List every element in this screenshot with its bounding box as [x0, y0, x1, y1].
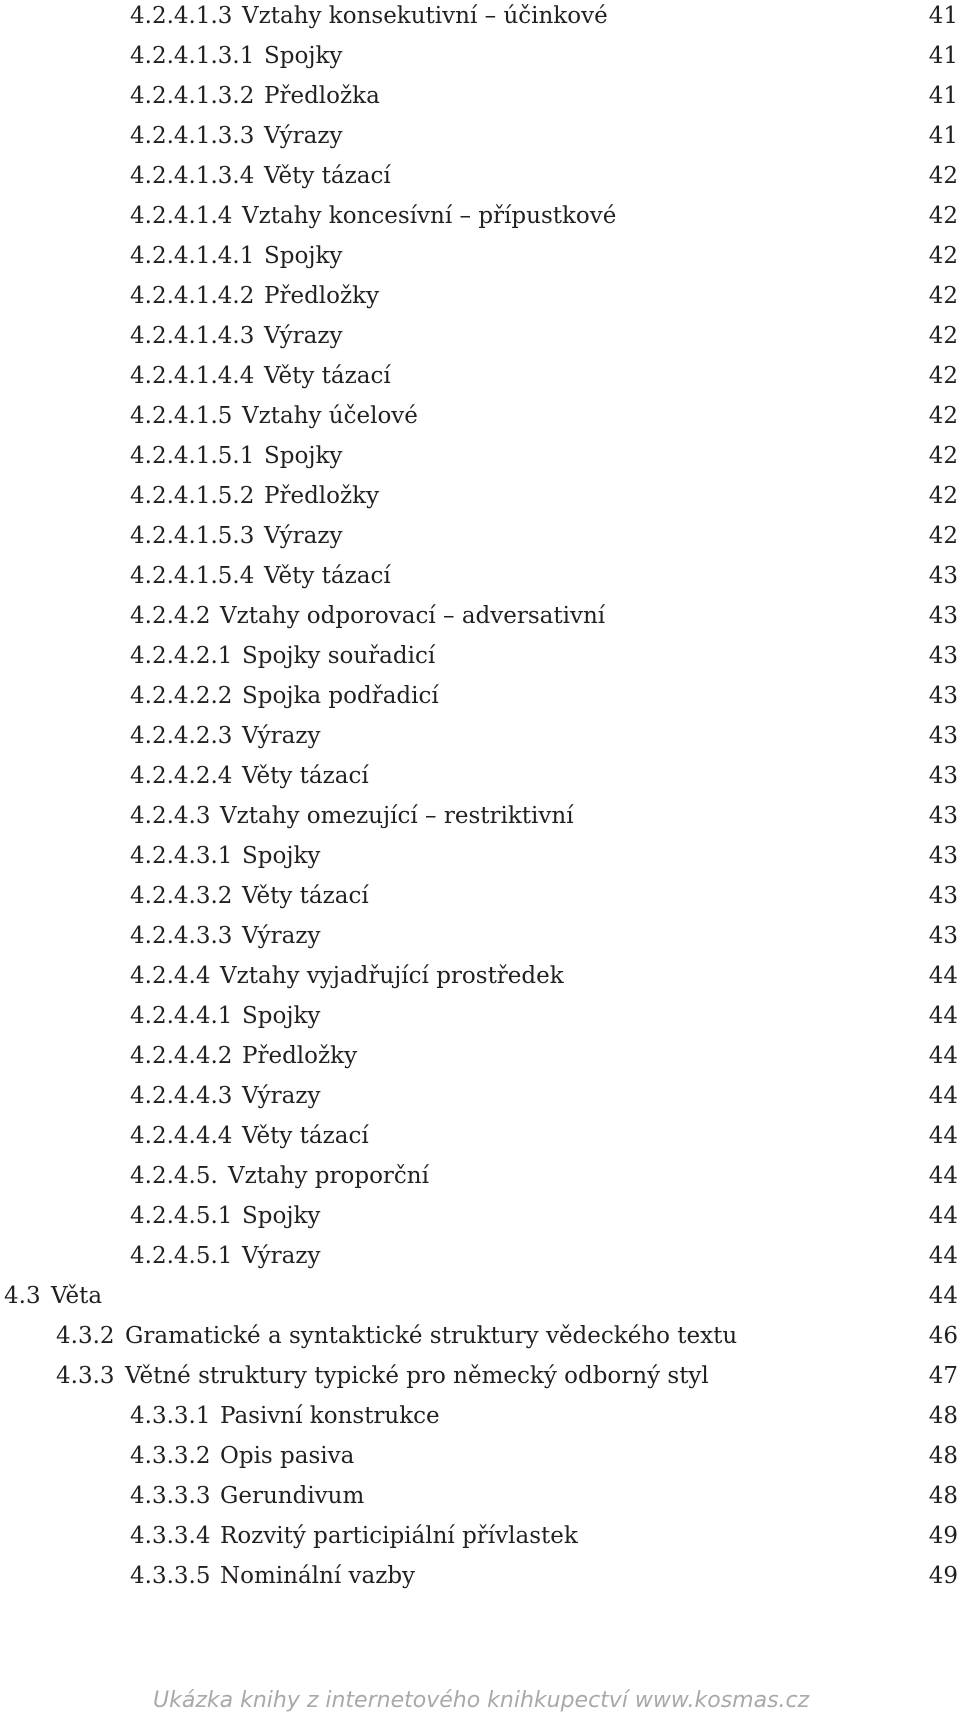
toc-entry-number: 4.2.4.2.2 — [130, 683, 233, 709]
toc-entry-title: Předložka — [264, 83, 380, 109]
toc-entry[interactable] — [0, 600, 960, 640]
toc-entry[interactable] — [0, 1360, 960, 1400]
toc-entry-page-number: 42 — [928, 523, 958, 549]
toc-entry-number: 4.2.4.2 — [130, 603, 211, 629]
toc-entry-title: Předložky — [264, 283, 380, 309]
toc-entry-number: 4.3.3.3 — [130, 1483, 211, 1509]
toc-entry-number: 4.2.4.1.3.1 — [130, 43, 255, 69]
toc-entry-number: 4.2.4.1.5 — [130, 403, 233, 429]
toc-entry-title: Vztahy omezující – restriktivní — [220, 803, 574, 829]
toc-entry-page-number: 43 — [928, 923, 958, 949]
toc-entry[interactable] — [0, 160, 960, 200]
toc-entry-title: Spojky — [242, 1003, 321, 1029]
toc-entry-number: 4.2.4.1.4.1 — [130, 243, 255, 269]
toc-entry[interactable] — [0, 840, 960, 880]
toc-entry-number: 4.2.4.5.1 — [130, 1203, 233, 1229]
toc-entry[interactable] — [0, 920, 960, 960]
toc-entry[interactable] — [0, 1440, 960, 1480]
toc-entry-number: 4.2.4.4.1 — [130, 1003, 233, 1029]
toc-entry-number: 4.2.4.2.3 — [130, 723, 233, 749]
toc-entry-title: Předložky — [242, 1043, 358, 1069]
toc-entry-number: 4.2.4.1.4.3 — [130, 323, 255, 349]
watermark-text: Ukázka knihy z internetového knihkupectví www.kosmas.cz — [153, 1688, 810, 1713]
toc-entry-number: 4.2.4.1.3.2 — [130, 83, 255, 109]
toc-entry-title: Výrazy — [264, 123, 343, 149]
toc-entry-page-number: 41 — [928, 3, 958, 29]
toc-entry-page-number: 43 — [928, 643, 958, 669]
toc-entry-page-number: 42 — [928, 363, 958, 389]
toc-entry-title: Spojky souřadicí — [242, 643, 436, 669]
toc-entry[interactable] — [0, 80, 960, 120]
toc-entry[interactable] — [0, 1480, 960, 1520]
toc-entry-page-number: 44 — [928, 1043, 958, 1069]
toc-entry-number: 4.2.4.3 — [130, 803, 211, 829]
toc-entry[interactable] — [0, 960, 960, 1000]
toc-entry-number: 4.2.4.5.1 — [130, 1243, 233, 1269]
toc-entry[interactable] — [0, 720, 960, 760]
toc-entry[interactable] — [0, 1400, 960, 1440]
toc-entry-title: Věty tázací — [242, 763, 369, 789]
toc-entry-page-number: 47 — [928, 1363, 958, 1389]
toc-entry-page-number: 44 — [928, 1243, 958, 1269]
toc-entry-number: 4.2.4.1.3 — [130, 3, 233, 29]
toc-entry-title: Spojky — [264, 43, 343, 69]
toc-entry-page-number: 44 — [928, 1203, 958, 1229]
toc-entry-number: 4.2.4.1.4.4 — [130, 363, 255, 389]
toc-entry[interactable] — [0, 280, 960, 320]
toc-entry-title: Vztahy vyjadřující prostředek — [220, 963, 564, 989]
toc-entry[interactable] — [0, 1520, 960, 1560]
toc-entry-page-number: 43 — [928, 843, 958, 869]
toc-entry-page-number: 48 — [928, 1403, 958, 1429]
toc-entry-page-number: 42 — [928, 243, 958, 269]
toc-entry-title: Opis pasiva — [220, 1443, 355, 1469]
toc-entry-number: 4.2.4.3.1 — [130, 843, 233, 869]
toc-entry-page-number: 48 — [928, 1483, 958, 1509]
toc-entry-page-number: 44 — [928, 1123, 958, 1149]
toc-entry[interactable] — [0, 1560, 960, 1600]
toc-entry-title: Věty tázací — [242, 883, 369, 909]
toc-entry[interactable] — [0, 1200, 960, 1240]
toc-entry-page-number: 49 — [928, 1523, 958, 1549]
toc-entry-page-number: 42 — [928, 163, 958, 189]
toc-entry-page-number: 49 — [928, 1563, 958, 1589]
toc-entry-number: 4.3.2 — [56, 1323, 115, 1349]
toc-entry-title: Věty tázací — [264, 563, 391, 589]
toc-entry-number: 4.2.4.4.2 — [130, 1043, 233, 1069]
toc-entry-title: Pasivní konstrukce — [220, 1403, 440, 1429]
toc-entry[interactable] — [0, 400, 960, 440]
toc-entry[interactable] — [0, 680, 960, 720]
toc-entry[interactable] — [0, 480, 960, 520]
toc-entry-number: 4.3.3.5 — [130, 1563, 211, 1589]
toc-entry-title: Vztahy koncesívní – přípustkové — [242, 203, 617, 229]
toc-entry-page-number: 44 — [928, 1283, 958, 1309]
toc-entry[interactable] — [0, 880, 960, 920]
toc-entry-title: Větné struktury typické pro německý odborný styl — [125, 1363, 709, 1389]
toc-entry-title: Vztahy konsekutivní – účinkové — [242, 3, 608, 29]
toc-entry[interactable] — [0, 760, 960, 800]
toc-entry-number: 4.2.4.1.3.3 — [130, 123, 255, 149]
toc-entry-number: 4.2.4.3.3 — [130, 923, 233, 949]
toc-entry-title: Rozvitý participiální přívlastek — [220, 1523, 578, 1549]
toc-entry[interactable] — [0, 1280, 960, 1320]
toc-entry[interactable] — [0, 200, 960, 240]
toc-entry-title: Výrazy — [242, 923, 321, 949]
toc-entry-number: 4.2.4.1.3.4 — [130, 163, 255, 189]
toc-entry-number: 4.2.4.4.3 — [130, 1083, 233, 1109]
toc-entry-page-number: 43 — [928, 683, 958, 709]
toc-entry[interactable] — [0, 520, 960, 560]
toc-entry-page-number: 42 — [928, 203, 958, 229]
toc-entry-number: 4.2.4.3.2 — [130, 883, 233, 909]
toc-entry[interactable] — [0, 1120, 960, 1160]
toc-entry-number: 4.3.3.2 — [130, 1443, 211, 1469]
toc-entry-title: Vztahy odporovací – adversativní — [220, 603, 606, 629]
toc-entry[interactable] — [0, 1040, 960, 1080]
toc-entry-title: Výrazy — [264, 523, 343, 549]
toc-entry-number: 4.2.4.4 — [130, 963, 211, 989]
toc-entry-title: Vztahy účelové — [242, 403, 418, 429]
toc-entry[interactable] — [0, 240, 960, 280]
toc-entry-title: Spojka podřadicí — [242, 683, 439, 709]
toc-entry-title: Věty tázací — [264, 163, 391, 189]
toc-entry-title: Výrazy — [242, 723, 321, 749]
toc-entry-page-number: 43 — [928, 563, 958, 589]
toc-entry[interactable] — [0, 1080, 960, 1120]
toc-entry-number: 4.2.4.2.4 — [130, 763, 233, 789]
toc-entry-page-number: 41 — [928, 83, 958, 109]
toc-entry[interactable] — [0, 440, 960, 480]
toc-entry-page-number: 43 — [928, 723, 958, 749]
toc-entry[interactable] — [0, 1320, 960, 1360]
toc-entry-page-number: 44 — [928, 1083, 958, 1109]
toc-entry-title: Spojky — [264, 443, 343, 469]
toc-entry-title: Nominální vazby — [220, 1563, 416, 1589]
toc-entry-title: Výrazy — [242, 1083, 321, 1109]
toc-entry-number: 4.2.4.1.5.2 — [130, 483, 255, 509]
toc-entry-number: 4.3 — [4, 1283, 41, 1309]
toc-entry[interactable] — [0, 120, 960, 160]
toc-entry-page-number: 42 — [928, 323, 958, 349]
toc-entry-number: 4.2.4.1.4 — [130, 203, 233, 229]
toc-entry-page-number: 42 — [928, 443, 958, 469]
toc-entry[interactable] — [0, 640, 960, 680]
toc-entry-number: 4.2.4.1.5.1 — [130, 443, 255, 469]
toc-entry-title: Předložky — [264, 483, 380, 509]
toc-entry[interactable] — [0, 560, 960, 600]
toc-entry-number: 4.3.3 — [56, 1363, 115, 1389]
toc-entry-title: Věty tázací — [242, 1123, 369, 1149]
toc-entry-title: Gramatické a syntaktické struktury vědeckého textu — [125, 1323, 738, 1349]
toc-entry-page-number: 42 — [928, 483, 958, 509]
toc-entry-number: 4.2.4.5. — [130, 1163, 218, 1189]
toc-entry[interactable] — [0, 40, 960, 80]
toc-entry-page-number: 41 — [928, 43, 958, 69]
toc-entry-number: 4.2.4.1.5.3 — [130, 523, 255, 549]
toc-entry-title: Spojky — [264, 243, 343, 269]
toc-entry-title: Výrazy — [242, 1243, 321, 1269]
toc-entry-title: Gerundivum — [220, 1483, 365, 1509]
toc-entry-title: Spojky — [242, 843, 321, 869]
toc-entry-title: Věta — [51, 1283, 103, 1309]
toc-entry[interactable] — [0, 1240, 960, 1280]
toc-entry-page-number: 41 — [928, 123, 958, 149]
toc-entry-title: Vztahy proporční — [228, 1163, 429, 1189]
toc-entry[interactable] — [0, 0, 960, 40]
toc-entry-title: Výrazy — [264, 323, 343, 349]
toc-entry-number: 4.3.3.1 — [130, 1403, 211, 1429]
toc-entry-page-number: 46 — [928, 1323, 958, 1349]
toc-entry-page-number: 42 — [928, 403, 958, 429]
toc-entry-page-number: 48 — [928, 1443, 958, 1469]
toc-entry-page-number: 43 — [928, 603, 958, 629]
toc-entry-number: 4.3.3.4 — [130, 1523, 211, 1549]
toc-entry-page-number: 43 — [928, 803, 958, 829]
toc-entry-page-number: 43 — [928, 763, 958, 789]
toc-entry-page-number: 44 — [928, 1163, 958, 1189]
toc-entry-title: Spojky — [242, 1203, 321, 1229]
toc-entry-number: 4.2.4.1.4.2 — [130, 283, 255, 309]
toc-entry-number: 4.2.4.1.5.4 — [130, 563, 255, 589]
toc-entry-number: 4.2.4.2.1 — [130, 643, 233, 669]
toc-entry-number: 4.2.4.4.4 — [130, 1123, 233, 1149]
toc-entry[interactable] — [0, 800, 960, 840]
toc-entry-page-number: 43 — [928, 883, 958, 909]
toc-entry[interactable] — [0, 360, 960, 400]
toc-entry[interactable] — [0, 1000, 960, 1040]
toc-entry-page-number: 44 — [928, 963, 958, 989]
toc-entry-page-number: 44 — [928, 1003, 958, 1029]
toc-entry[interactable] — [0, 320, 960, 360]
toc-entry[interactable] — [0, 1160, 960, 1200]
toc-entry-page-number: 42 — [928, 283, 958, 309]
toc-entry-title: Věty tázací — [264, 363, 391, 389]
